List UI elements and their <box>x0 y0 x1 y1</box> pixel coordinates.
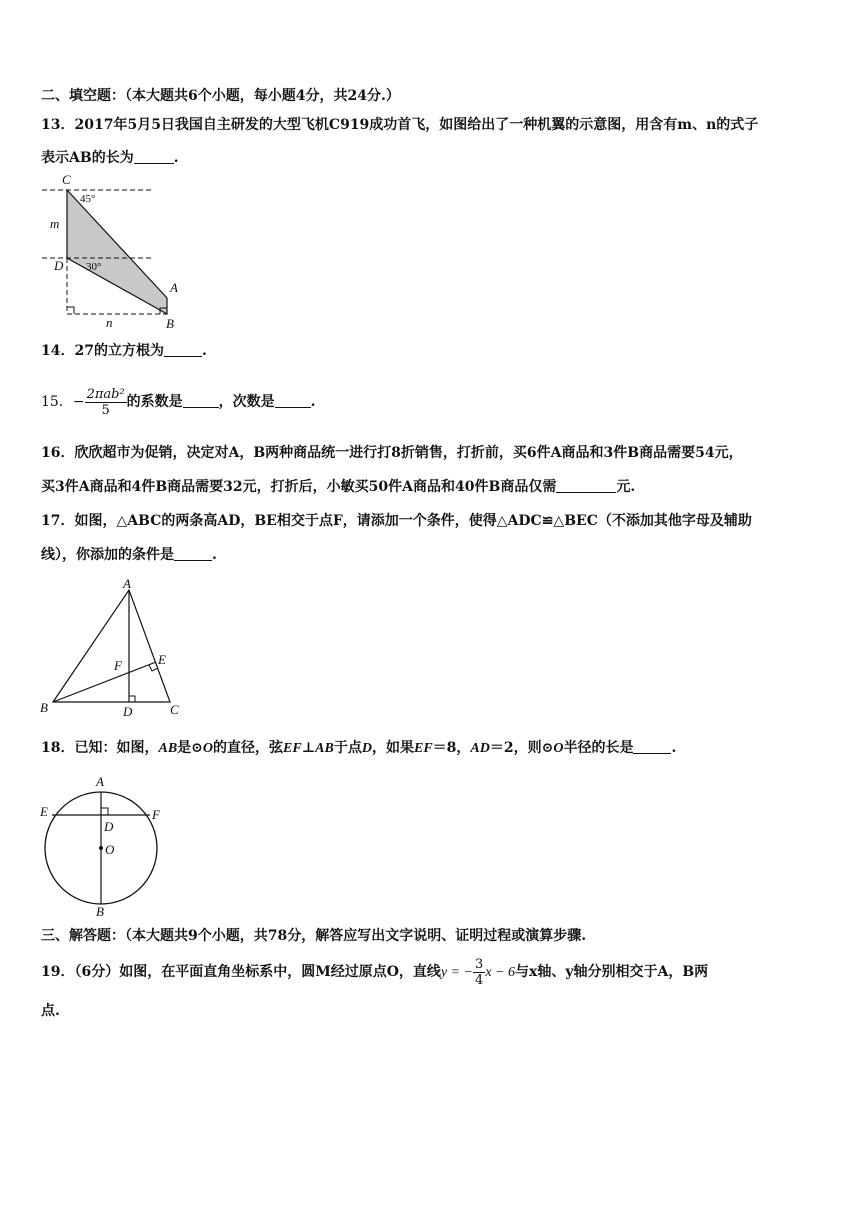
q17-line-2 <box>41 545 217 565</box>
q17-text: 线），你添加的条件是 <box>41 547 174 563</box>
altitude-be <box>53 662 156 702</box>
q14-end: . <box>201 343 207 359</box>
label-a: A <box>96 774 104 789</box>
q19-line-1 <box>41 950 708 994</box>
label-a: A <box>170 280 178 295</box>
q18-line <box>41 738 676 759</box>
q18-ab: AB <box>158 741 178 756</box>
q18-ab: AB <box>315 741 334 756</box>
q19-frac-den: 4 <box>475 972 484 988</box>
q18-text: 的直径，弦 <box>213 740 284 756</box>
q13-end: . <box>173 150 179 166</box>
label-c: C <box>62 172 71 187</box>
q18-ef: EF <box>283 741 302 756</box>
q14-line <box>41 341 207 361</box>
q18-d: D <box>361 741 372 756</box>
label-d: D <box>54 258 64 273</box>
q15-end: . <box>310 394 316 410</box>
q17-line-1: 17．如图，△ABC的两条高AD，BE相交于点F，请添加一个条件，使得△ADC≌△BEC（不添加其他字母及辅助 <box>41 513 752 529</box>
q15-minus: − <box>72 394 85 410</box>
q18-circle-figure <box>38 772 168 920</box>
right-angle-mark-left <box>67 307 74 314</box>
q16-line-1: 16．欣欣超市为促销，决定对A，B两种商品统一进行打8折销售，打折前，买6件A商品和3件B商品需要54元， <box>41 445 743 461</box>
q15-frac-den: 5 <box>101 402 110 418</box>
section-2-title: 二、填空题：（本大题共6个小题，每小题4分，共24分.） <box>41 88 400 104</box>
q18-o: O <box>202 741 214 756</box>
q18-text: 是⊙ <box>177 740 203 756</box>
q17-triangle-figure <box>38 578 188 720</box>
q15-line <box>41 380 316 424</box>
q17-answer-blank[interactable] <box>174 546 212 561</box>
label-a: A <box>123 578 131 591</box>
q16-end: 元. <box>616 479 636 495</box>
label-c: C <box>170 702 179 717</box>
label-d: D <box>123 704 133 719</box>
wing-shape <box>67 190 167 314</box>
triangle-abc <box>53 590 170 702</box>
q19-eq-rhs: x − 6 <box>485 965 515 980</box>
q18-text: 半径的长是 <box>563 740 634 756</box>
q15-fraction <box>85 387 127 418</box>
label-m: m <box>50 216 60 231</box>
q18-text: ＝2，则⊙ <box>489 740 554 756</box>
q18-perp: ⊥ <box>301 740 316 756</box>
q19-frac-num: 3 <box>475 956 484 972</box>
q14-answer-blank[interactable] <box>164 342 202 357</box>
right-angle-d <box>129 696 135 702</box>
center-point-o <box>99 846 103 850</box>
label-d: D <box>104 819 114 834</box>
section-3-title: 三、解答题：（本大题共9个小题，共78分，解答应写出文字说明、证明过程或演算步骤. <box>41 928 587 944</box>
q19-eq-lhs: y = − <box>440 965 474 980</box>
q15-frac-num: 2πab² <box>86 386 125 402</box>
q18-text: 18．已知：如图， <box>41 740 159 756</box>
q15-number: 15． <box>41 394 73 410</box>
label-b: B <box>96 904 104 919</box>
label-e: E <box>40 804 48 819</box>
q13-answer-blank[interactable] <box>134 149 174 164</box>
q15-text-2: ，次数是 <box>218 394 275 410</box>
label-o: O <box>105 842 115 857</box>
q18-end: . <box>671 740 677 756</box>
q15-degree-blank[interactable] <box>275 393 311 408</box>
label-e: E <box>158 652 166 667</box>
q14-text: 14．27的立方根为 <box>41 343 164 359</box>
label-n: n <box>106 315 113 330</box>
q19-text-2: 与x轴、y轴分别相交于A，B两 <box>514 964 709 980</box>
q13-line-1: 13．2017年5月5日我国自主研发的大型飞机C919成功首飞，如图给出了一种机翼的示意图，用含有m、n的式子 <box>41 117 759 133</box>
label-b: B <box>40 700 48 715</box>
q18-ad: AD <box>470 741 490 756</box>
right-angle-d <box>101 808 108 815</box>
q13-line-2 <box>41 148 179 168</box>
angle-30-label: 30° <box>86 261 102 273</box>
q15-coefficient-blank[interactable] <box>183 393 219 408</box>
q16-line-2 <box>41 477 635 497</box>
q18-text: 于点 <box>333 740 362 756</box>
q19-line-2: 点. <box>41 1003 60 1019</box>
q17-end: . <box>212 547 217 563</box>
q18-text: ＝8， <box>432 740 471 756</box>
q16-answer-blank[interactable] <box>556 478 616 493</box>
q13-wing-figure <box>40 170 190 335</box>
angle-45-label: 45° <box>80 193 96 205</box>
q13-text: 表示AB的长为 <box>41 150 134 166</box>
label-f: F <box>114 658 122 673</box>
q18-ef: EF <box>413 741 433 756</box>
q18-text: ，如果 <box>371 740 414 756</box>
q19-text: 19．（6分）如图，在平面直角坐标系中，圆M经过原点O，直线 <box>41 964 441 980</box>
q19-fraction <box>473 957 485 988</box>
q18-o: O <box>553 741 564 756</box>
q18-answer-blank[interactable] <box>633 739 671 754</box>
q15-text-1: 的系数是 <box>126 394 183 410</box>
q16-text: 买3件A商品和4件B商品需要32元，打折后，小敏买50件A商品和40件B商品仅需 <box>41 479 557 495</box>
label-f: F <box>152 807 160 822</box>
label-b: B <box>166 316 174 331</box>
